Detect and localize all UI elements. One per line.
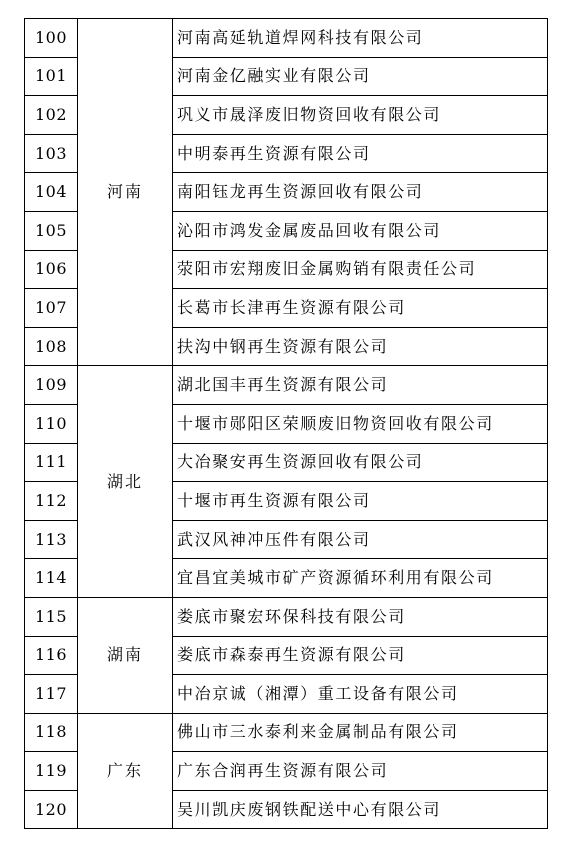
company-name: 沁阳市鸿发金属废品回收有限公司 — [173, 211, 548, 250]
company-name: 巩义市晟泽废旧物资回收有限公司 — [173, 96, 548, 135]
company-name: 长葛市长津再生资源有限公司 — [173, 289, 548, 328]
row-index: 112 — [25, 482, 78, 521]
row-index: 116 — [25, 636, 78, 675]
row-index: 113 — [25, 520, 78, 559]
row-index: 100 — [25, 19, 78, 58]
row-index: 117 — [25, 675, 78, 714]
company-name: 广东合润再生资源有限公司 — [173, 752, 548, 791]
row-index: 118 — [25, 713, 78, 752]
company-name: 河南高延轨道焊网科技有限公司 — [173, 19, 548, 58]
company-name: 十堰市再生资源有限公司 — [173, 482, 548, 521]
row-index: 111 — [25, 443, 78, 482]
company-name: 湖北国丰再生资源有限公司 — [173, 366, 548, 405]
company-name: 大冶聚安再生资源回收有限公司 — [173, 443, 548, 482]
province-cell: 广东 — [78, 713, 173, 829]
row-index: 110 — [25, 404, 78, 443]
table-row — [25, 713, 548, 752]
row-index: 104 — [25, 173, 78, 212]
row-index: 114 — [25, 559, 78, 598]
row-index: 115 — [25, 597, 78, 636]
company-name: 中冶京诚（湘潭）重工设备有限公司 — [173, 675, 548, 714]
row-index: 101 — [25, 57, 78, 96]
row-index: 108 — [25, 327, 78, 366]
company-name: 宜昌宜美城市矿产资源循环利用有限公司 — [173, 559, 548, 598]
row-index: 109 — [25, 366, 78, 405]
company-name: 扶沟中钢再生资源有限公司 — [173, 327, 548, 366]
company-name: 武汉风神冲压件有限公司 — [173, 520, 548, 559]
row-index: 105 — [25, 211, 78, 250]
row-index: 107 — [25, 289, 78, 328]
province-cell: 湖北 — [78, 366, 173, 598]
province-cell: 河南 — [78, 19, 173, 366]
company-list-table — [24, 18, 548, 829]
table-row — [25, 19, 548, 58]
province-cell: 湖南 — [78, 597, 173, 713]
company-name: 娄底市聚宏环保科技有限公司 — [173, 597, 548, 636]
row-index: 120 — [25, 790, 78, 829]
company-name: 荥阳市宏翔废旧金属购销有限责任公司 — [173, 250, 548, 289]
company-table-body — [25, 19, 548, 829]
company-name: 娄底市森泰再生资源有限公司 — [173, 636, 548, 675]
row-index: 103 — [25, 134, 78, 173]
row-index: 106 — [25, 250, 78, 289]
company-name: 河南金亿融实业有限公司 — [173, 57, 548, 96]
company-name: 吴川凯庆废钢铁配送中心有限公司 — [173, 790, 548, 829]
company-name: 十堰市郧阳区荣顺废旧物资回收有限公司 — [173, 404, 548, 443]
company-name: 中明泰再生资源有限公司 — [173, 134, 548, 173]
table-row — [25, 366, 548, 405]
row-index: 102 — [25, 96, 78, 135]
table-row — [25, 597, 548, 636]
company-name: 佛山市三水泰利来金属制品有限公司 — [173, 713, 548, 752]
company-name: 南阳钰龙再生资源回收有限公司 — [173, 173, 548, 212]
row-index: 119 — [25, 752, 78, 791]
